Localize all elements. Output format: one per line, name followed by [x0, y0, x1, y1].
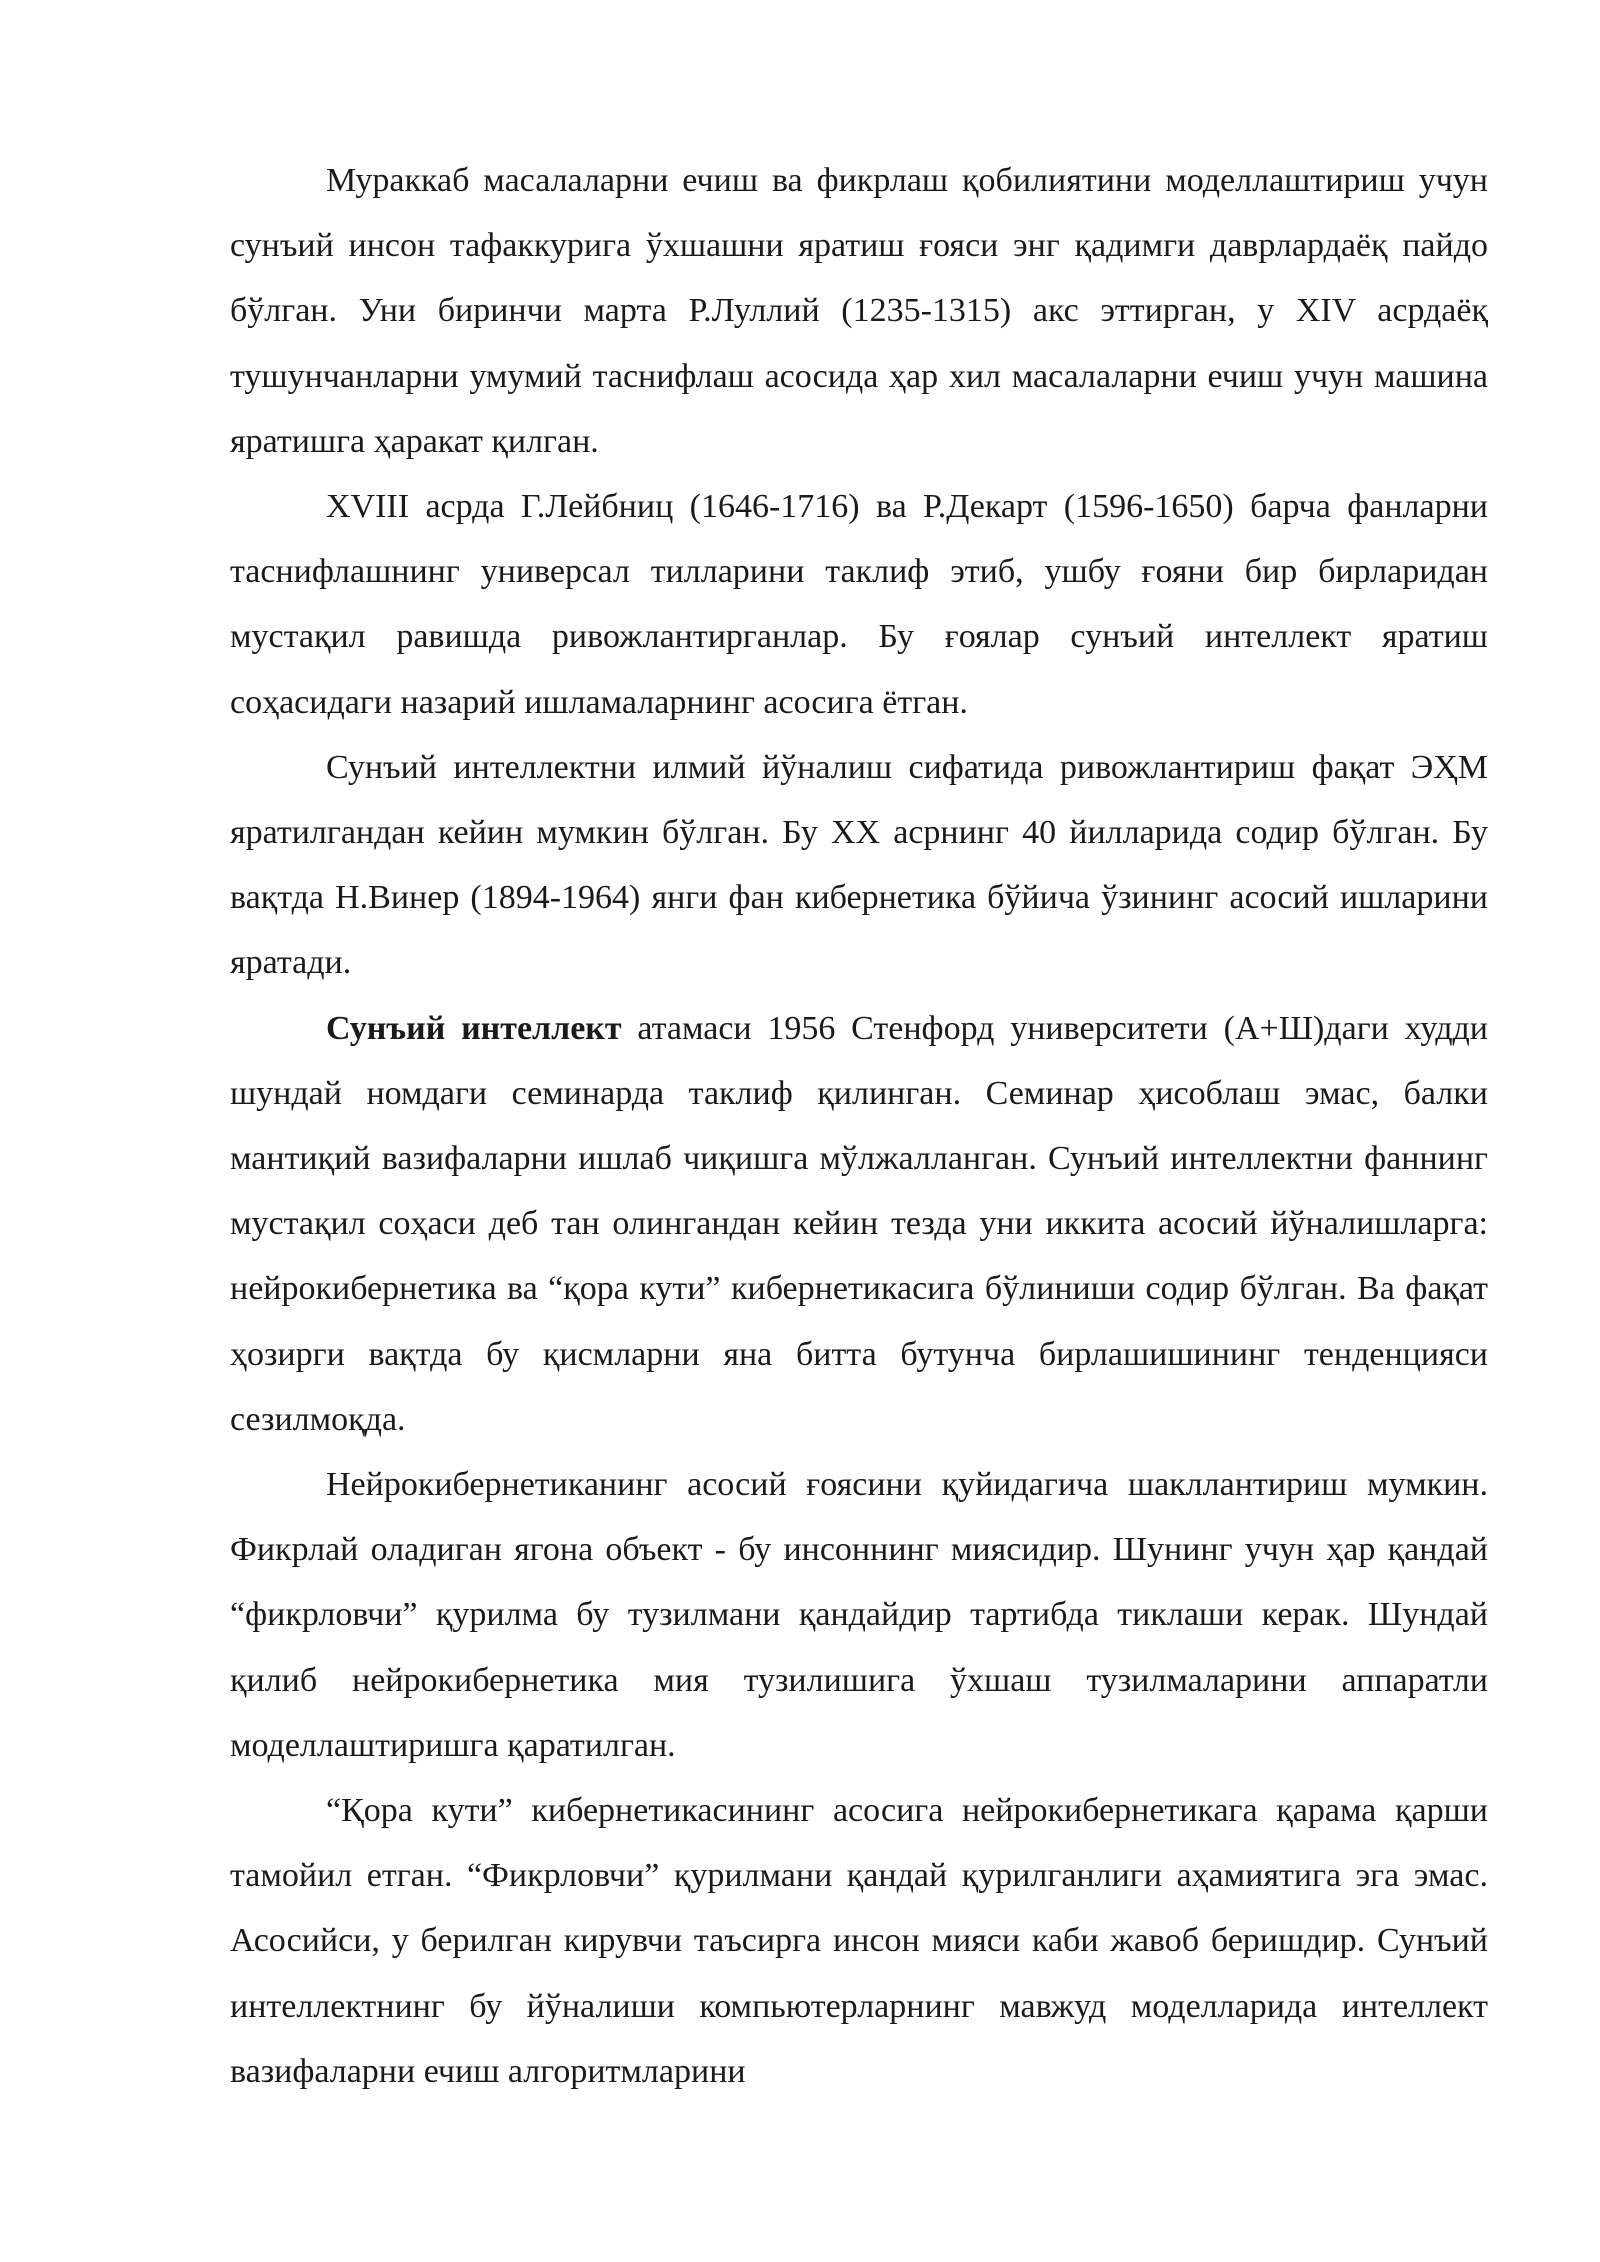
paragraph-text: Сунъий интеллектни илмий йўналиш сифатида ривожлантириш фақат ЭҲМ яратилгандан кейин мумкин бўлган. Бу XX асрнинг 40 йилларида содир бўлган. Бу вақтда Н.Винер (1894-1964) янги фан кибернетика бўйича ўзининг асосий ишларини яратади. [230, 748, 1488, 982]
paragraph-text: “Қора кути” кибернетикасининг асосига нейрокибернетикага қарама қарши тамойил етган. “Фикрловчи” қурилмани қандай қурилганлиги аҳамиятига эга эмас. Асосийси, у берилган кирувчи таъсирга инсон мияси каби жавоб беришдир. Сунъий интеллектнинг бу йўналиши компьютерларнинг мавжуд моделларида интеллект вазифаларни ечиш алгоритмларини [230, 1792, 1488, 2090]
paragraph-neurocybernetics [230, 1452, 1488, 1778]
paragraph-history-early-ideas [230, 148, 1488, 474]
document-body [230, 148, 1488, 2104]
paragraph-black-box [230, 1778, 1488, 2104]
paragraph-ai-term [230, 996, 1488, 1452]
paragraph-text: Нейрокибернетиканинг асосий ғоясини қуйидагича шакллантириш мумкин. Фикрлай оладиган ягона объект - бу инсоннинг миясидир. Шунинг учун ҳар қандай “фикрловчи” қурилма бу тузилмани қандайдир тартибда тиклаши керак. Шундай қилиб нейрокибернетика мия тузилишига ўхшаш тузилмаларини аппаратли моделлаштиришга қаратилган. [230, 1466, 1488, 1764]
paragraph-computer-era [230, 735, 1488, 996]
paragraph-text: XVIII асрда Г.Лейбниц (1646-1716) ва Р.Декарт (1596-1650) барча фанларни таснифлашнинг универсал тилларини таклиф этиб, ушбу ғояни бир бирларидан мустақил равишда ривожлантирганлар. Бу ғоялар сунъий интеллект яратиш соҳасидаги назарий ишламаларнинг асосига ётган. [230, 488, 1488, 721]
paragraph-leibniz-descartes [230, 474, 1488, 735]
bold-term: Сунъий интеллект [326, 1009, 622, 1047]
paragraph-text: атамаси 1956 Стенфорд университети (А+Ш)даги худди шундай номдаги семинарда таклиф қилинган. Семинар ҳисоблаш эмас, балки мантиқий вазифаларни ишлаб чиқишга мўлжалланган. Сунъий интеллектни фаннинг мустақил соҳаси деб тан олингандан кейин тезда уни иккита асосий йўналишларга: нейрокибернетика ва “қора кути” кибернетикасига бўлиниши содир бўлган. Ва фақат ҳозирги вақтда бу қисмларни яна битта бутунча бирлашишининг тенденцияси сезилмоқда. [230, 1009, 1488, 1438]
paragraph-text: Мураккаб масалаларни ечиш ва фикрлаш қобилиятини моделлаштириш учун сунъий инсон тафаккурига ўхшашни яратиш ғояси энг қадимги даврлардаёқ пайдо бўлган. Уни биринчи марта Р.Луллий (1235-1315) акс эттирган, у XIV асрдаёқ тушунчанларни умумий таснифлаш асосида ҳар хил масалаларни ечиш учун машина яратишга ҳаракат қилган. [230, 162, 1488, 460]
